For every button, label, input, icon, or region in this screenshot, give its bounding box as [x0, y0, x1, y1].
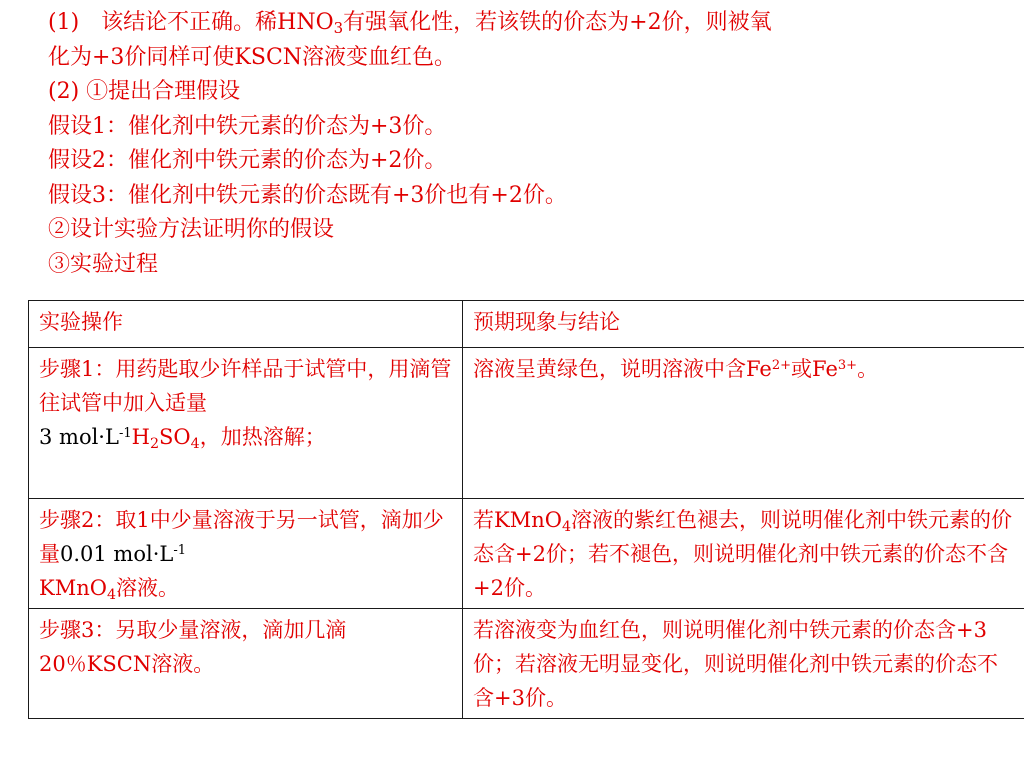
hypothesis-3: 假设3：催化剂中铁元素的价态既有+3价也有+2价。 [48, 182, 567, 208]
table-row [29, 499, 1024, 609]
answer-text [48, 6, 1008, 282]
step-2-operation: 步骤2：取1中少量溶液于另一试管，滴加少量0.01 $mol\cdot L^{-1}$ KMnO$_4$溶液。 [29, 499, 463, 609]
hypothesis-1: 假设1：催化剂中铁元素的价态为+3价。 [48, 113, 447, 139]
hypothesis-heading: (2) ①提出合理假设 [48, 79, 241, 104]
answer-line-2: 化为+3价同样可使KSCN溶液变血红色。 [48, 44, 457, 70]
table-row [29, 348, 1024, 499]
step-1-operation: 步骤1：用药匙取少许样品于试管中，用滴管往试管中加入适量 3 $mol\cdot L^{-1}H_2SO_4$，加热溶解； [29, 348, 463, 499]
experiment-table [28, 300, 1024, 719]
step-3-operation: 步骤3：另取少量溶液，滴加几滴20％KSCN溶液。 [29, 609, 463, 719]
table-header-row [29, 301, 1024, 348]
header-expected-result: 预期现象与结论 [463, 301, 1024, 348]
procedure-heading: ③实验过程 [48, 251, 159, 277]
step-2-result: 若KMnO$_4$溶液的紫红色褪去，则说明催化剂中铁元素的价态含+2价；若不褪色，则说明催化剂中铁元素的价态不含+2价。 [463, 499, 1024, 609]
answer-line-1: (1) 该结论不正确。稀$HNO_3$有强氧化性，若该铁的价态为+2价，则被氧 [48, 10, 772, 38]
design-heading: ②设计实验方法证明你的假设 [48, 217, 335, 242]
hypothesis-2: 假设2：催化剂中铁元素的价态为+2价。 [48, 148, 447, 173]
step-3-result: 若溶液变为血红色，则说明催化剂中铁元素的价态含+3价；若溶液无明显变化，则说明催化剂中铁元素的价态不含+3价。 [463, 609, 1024, 719]
step-1-result: 溶液呈黄绿色，说明溶液中含$Fe^{2+}$或$Fe^{3+}$。 [463, 348, 1024, 499]
header-operation: 实验操作 [29, 301, 463, 348]
table-row [29, 609, 1024, 719]
